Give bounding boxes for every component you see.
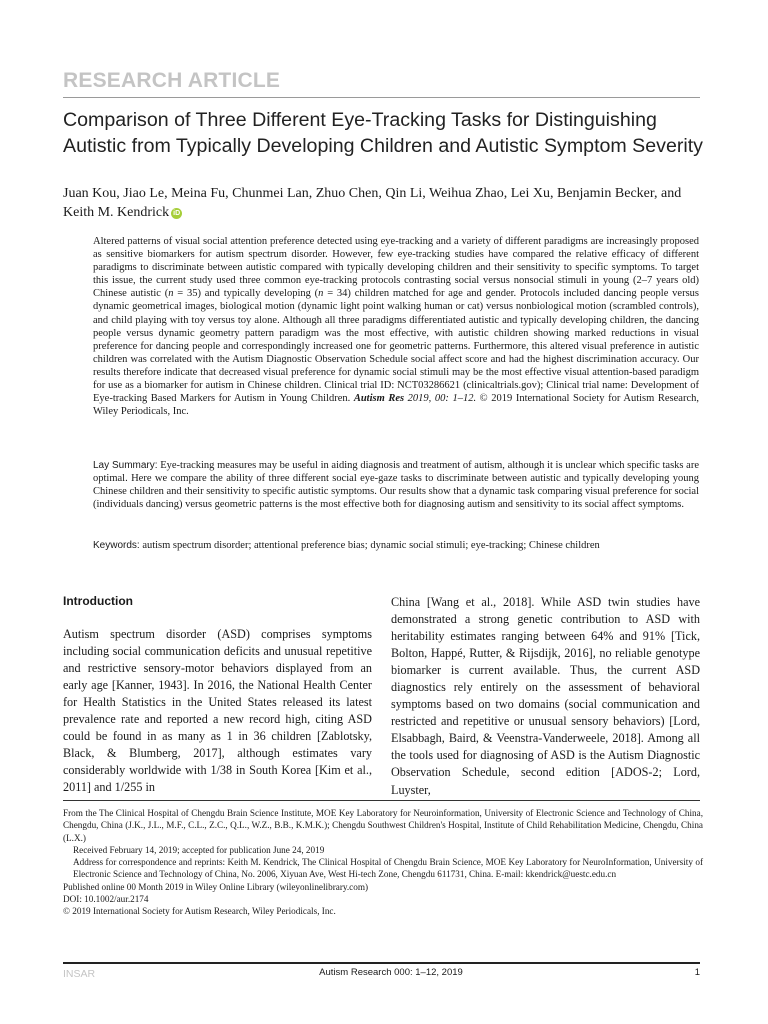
keywords	[93, 539, 699, 552]
footnotes	[63, 807, 703, 918]
society-logo: INSAR	[63, 968, 96, 980]
journal-footer: Autism Research 000: 1–12, 2019	[319, 967, 463, 978]
abstract-n-symbol: n	[168, 288, 174, 300]
abstract-journal: Autism Res	[353, 393, 405, 405]
body-column-right: China [Wang et al., 2018]. While ASD twin studies have demonstrated a strong genetic contribution to ASD with heritability estimates ranging between 64% and 91% [Tick, Bolton, Happé, Rutter, & Rijsdijk, 2016], no reliable genotype biomarker is current available. Thus, the current ASD diagnostics rely entirely on the assessment of behavioral symptoms based on two domains (social communication and restricted and repetitive or unusual sensory behaviors) [Lord, Elsabbagh, Baird, & Veenstra-Vanderweele, 2018]. Among all the tools used for diagnosing of ASD is the Autism Diagnostic Observation Schedule, second edition [ADOS-2; Lord, Luyster,	[391, 595, 700, 797]
footnote-received: Received February 14, 2019; accepted for publication June 24, 2019	[73, 844, 325, 855]
orcid-icon[interactable]: iD	[173, 210, 181, 217]
abstract-n-symbol: n	[318, 288, 324, 300]
footnote-doi: DOI: 10.1002/aur.2174	[63, 894, 149, 905]
kicker-rule	[63, 97, 700, 98]
page-number: 1	[694, 967, 700, 978]
keywords-text: autism spectrum disorder; attentional preference bias; dynamic social stimuli; eye-tracking; Chinese children	[139, 540, 600, 551]
authors-text: Juan Kou, Jiao Le, Meina Fu, Chunmei Lan, Zhuo Chen, Qin Li, Weihua Zhao, Lei Xu, Benjamin Becker, and Keith M. Kendrick	[63, 186, 682, 220]
lay-summary-label: Lay Summary:	[93, 460, 158, 471]
footnote-rule	[63, 800, 700, 801]
abstract-part-3: = 34) children matched for age and gender. Protocols included dancing people versus dynamic geometrical images, biological motion (dynamic light point walking human or cat) versus nonbiological motion (scrambled controls), and child playing with toy versus toy alone. Although all three paradigms differentiated autistic and typically developing children, the dancing people versus dynamic geometry pattern paradigm was the most effective, with autistic children showing marked reductions in visual preference for dancing people and correspondingly increased one for geometric patterns. Furthermore, this altered visual preference in autistic children was correlated with the Autism Diagnostic Observation Schedule social affect score and had the highest discrimination accuracy. Our results therefore indicate that decreased visual preference for dynamic social stimuli may be the most effective visual attention-based paradigm for use as a biomarker for autism in Chinese children. Clinical trial ID: NCT03286621 (clinicaltrials.gov); Clinical trial name: Development of Eye-tracking Based Markers for Autism in Young Children.	[93, 288, 699, 405]
lay-summary	[93, 459, 699, 511]
author-list	[63, 184, 703, 222]
section-kicker: RESEARCH ARTICLE	[63, 69, 281, 92]
footnote-affiliation: From the The Clinical Hospital of Chengdu Brain Science Institute, MOE Key Laboratory for Neuroinformation, University of Electronic Science and Technology of China, Chengdu, China (J.K., J.L., M.F., C.L., Z.C., Q.L., W.Z., B.B., K.M.K.); Chengdu Southwest Children's Hospital, Institute of Child Rehabilitation Medicine, Chengdu, China (L.X.)	[63, 808, 703, 843]
abstract	[93, 235, 699, 418]
body-column-left: Autism spectrum disorder (ASD) comprises symptoms including social communication deficits and unusual repetitive and restrictive sensory-motor behaviors displayed from an early age [Kanner, 1943]. In 2016, the National Health Center for Health Statistics in the United States released its latest prevalence rate and reported a new record high, citing ASD could be found in as many as 1 in 36 children [Zablotsky, Black, & Blumberg, 2017], although estimates vary considerably worldwide with 1/38 in South Korea [Kim et al., 2011] and 1/255 in	[63, 627, 372, 795]
introduction-heading: Introduction	[63, 594, 133, 608]
footer-rule	[63, 962, 700, 964]
abstract-citation: 2019, 00: 1–12.	[404, 393, 477, 405]
footnote-copyright: © 2019 International Society for Autism Research, Wiley Periodicals, Inc.	[63, 906, 336, 917]
lay-summary-text: Eye-tracking measures may be useful in aiding diagnosis and treatment of autism, although it is unclear which specific tasks are optimal. Here we compare the ability of three different social eye-gaze tasks to discriminate between autistic and typically developing young Chinese children and their sensitivity to specific autistic symptoms. Our results show that a dynamic task comparing visual preference for social (individuals dancing) versus geometric patterns is the most effective both for diagnosing autism and sensitivity to its social affect symptoms.	[93, 460, 699, 511]
abstract-part-1: Altered patterns of visual social attention preference detected using eye-tracking and a variety of different paradigms are increasingly proposed as sensitive biomarkers for autism spectrum disorder. However, few eye-tracking studies have compared the relative efficacy of different paradigms to discriminate between autistic compared with typically developing children and their sensitivity to specific symptoms. To target this issue, the current study used three common eye-tracking protocols contrasting social versus nonsocial stimuli in young (2–7 years old) Chinese autistic (	[93, 236, 699, 300]
footnote-address: Address for correspondence and reprints: Keith M. Kendrick, The Clinical Hospital of Chengdu Brain Science, MOE Key Laboratory for NeuroInformation, University of Electronic Science and Technology of China, No. 2006, Xiyuan Ave, West Hi-tech Zone, Chengdu 611731, China. E-mail: kkendrick@uestc.edu.cn	[73, 857, 703, 880]
keywords-label: Keywords:	[93, 540, 140, 551]
abstract-part-2: = 35) and typically developing (	[173, 288, 319, 300]
article-title: Comparison of Three Different Eye-Tracking Tasks for Distinguishing Autistic from Typically Developing Children and Autistic Symptom Severity	[63, 109, 703, 157]
abstract-copyright: © 2019 International Society for Autism Research, Wiley Periodicals, Inc.	[93, 393, 699, 418]
footnote-published: Published online 00 Month 2019 in Wiley Online Library (wileyonlinelibrary.com)	[63, 881, 369, 892]
